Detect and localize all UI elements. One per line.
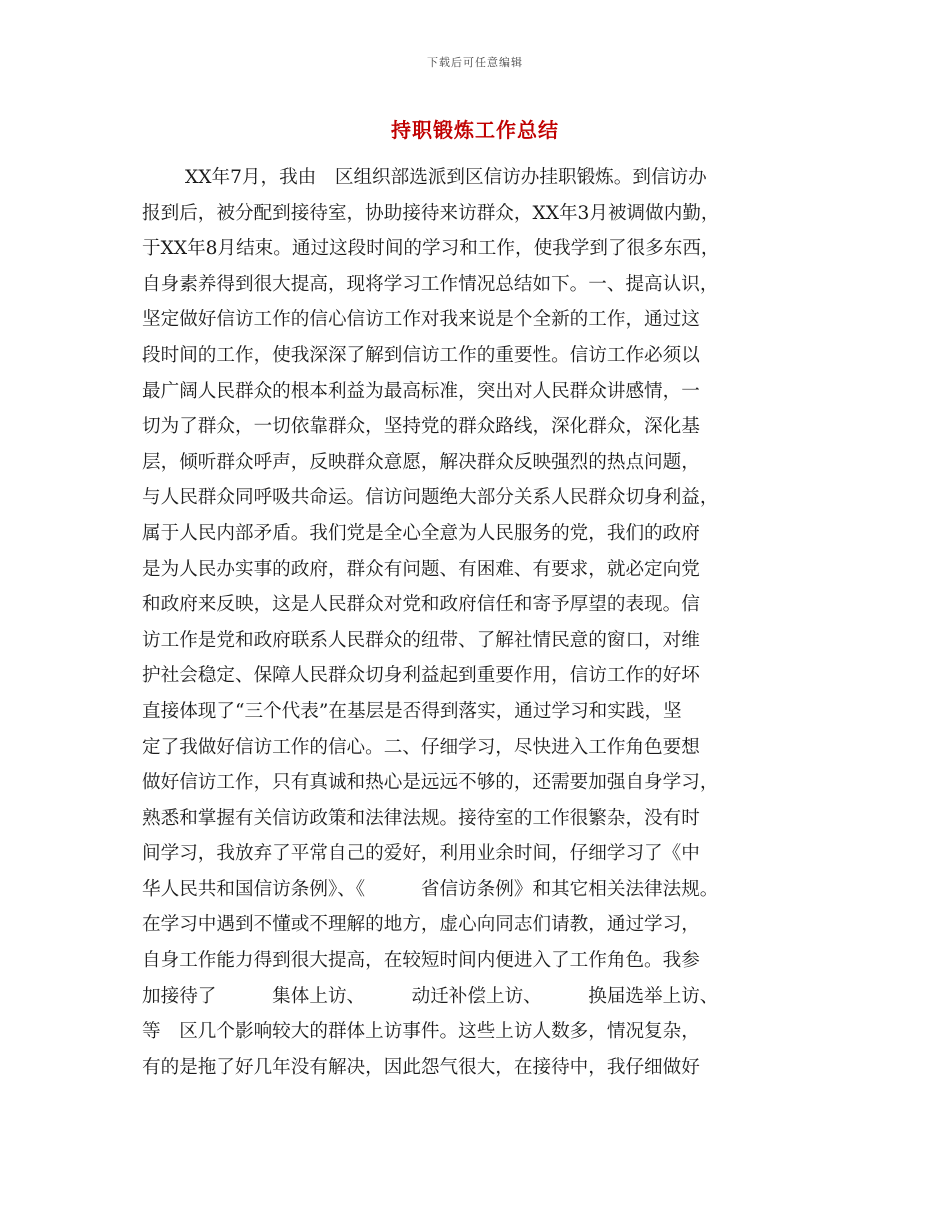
text-line: 切为了群众，一切依靠群众，坚持党的群众路线，深化群众，深化基 [142,416,700,438]
text-line: 自身素养得到很大提高，现将学习工作情况总结如下。一、提高认识， [142,273,719,295]
document-title: 持职锻炼工作总结 [391,118,559,142]
text-line: 段时间的工作，使我深深了解到信访工作的重要性。信访工作必须以 [142,344,700,366]
text-line: 熟悉和掌握有关信访政策和法律法规。接待室的工作很繁杂，没有时 [142,807,700,829]
text-line: 华人民共和国信访条例》、《 省信访条例》和其它相关法律法规。 [142,878,719,900]
text-line: 是为人民办实事的政府，群众有问题、有困难、有要求，就必定向党 [142,558,700,580]
text-line: 于XX年8月结束。通过这段时间的学习和工作，使我学到了很多东西， [142,238,720,260]
text-line: 自身工作能力得到很大提高，在较短时间内便进入了工作角色。我参 [142,950,700,972]
text-line: 加接待了 集体上访、 动迁补偿上访、 换届选举上访、 [142,985,719,1007]
body-text [142,160,842,1085]
text-line: 和政府来反映，这是人民群众对党和政府信任和寄予厚望的表现。信 [142,594,700,616]
text-line: 与人民群众同呼吸共命运。信访问题绝大部分关系人民群众切身利益， [142,487,719,509]
text-line: 在学习中遇到不懂或不理解的地方，虚心向同志们请教，通过学习， [142,914,700,936]
text-line: 间学习，我放弃了平常自己的爱好，利用业余时间，仔细学习了《中 [142,843,700,865]
text-line: 直接体现了“三个代表”在基层是否得到落实，通过学习和实践，坚 [142,700,682,722]
header-note: 下载后可任意编辑 [427,56,523,69]
text-line: 属于人民内部矛盾。我们党是全心全意为人民服务的党，我们的政府 [142,522,700,544]
text-line: 等 区几个影响较大的群体上访事件。这些上访人数多，情况复杂， [142,1021,700,1043]
text-line: 报到后，被分配到接待室，协助接待来访群众，XX年3月被调做内勤， [142,202,720,224]
text-line: 访工作是党和政府联系人民群众的纽带、了解社情民意的窗口，对维 [142,629,700,651]
text-line: XX年7月，我由 区组织部选派到区信访办挂职锻炼。到信访办 [185,167,707,188]
text-line: 层，倾听群众呼声，反映群众意愿，解决群众反映强烈的热点问题， [142,451,700,473]
text-line: 定了我做好信访工作的信心。二、仔细学习，尽快进入工作角色要想 [142,736,700,758]
text-line: 坚定做好信访工作的信心信访工作对我来说是个全新的工作，通过这 [142,309,700,331]
text-line: 有的是拖了好几年没有解决，因此怨气很大，在接待中，我仔细做好 [142,1056,700,1078]
text-line: 最广阔人民群众的根本利益为最高标准，突出对人民群众讲感情，一 [142,380,700,402]
text-line: 护社会稳定、保障人民群众切身利益起到重要作用，信访工作的好坏 [142,665,700,687]
text-line: 做好信访工作，只有真诚和热心是远远不够的，还需要加强自身学习， [142,772,719,794]
